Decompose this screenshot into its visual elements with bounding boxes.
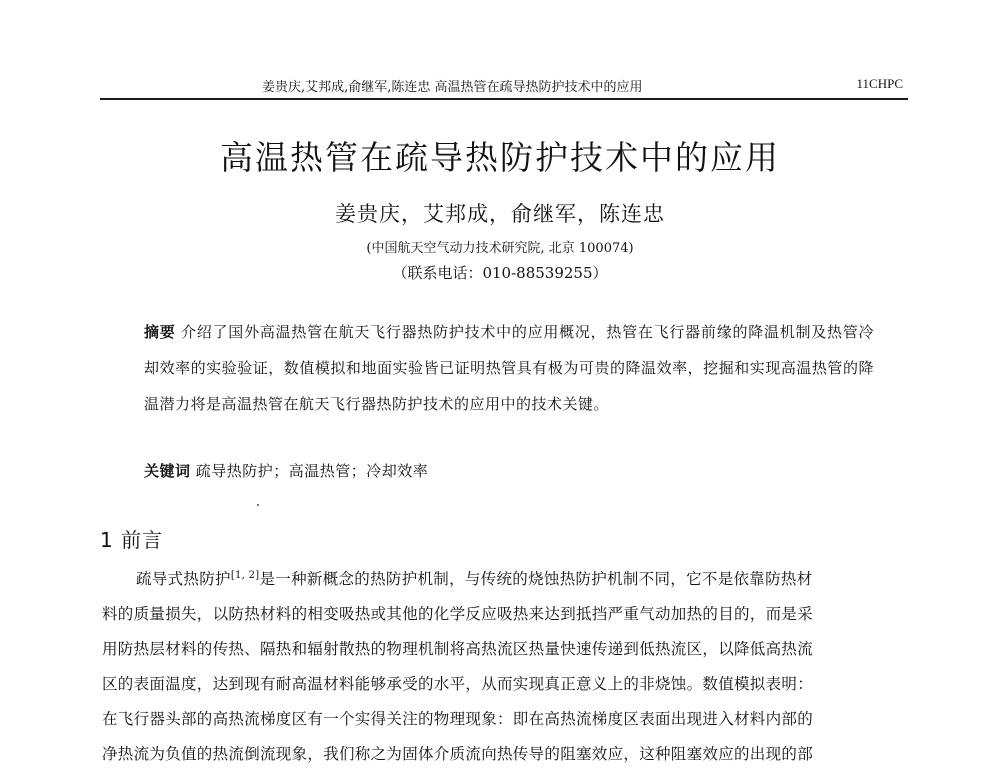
keywords-label: 关键词: [144, 462, 191, 480]
affiliation: (中国航天空气动力技术研究院, 北京 100074): [366, 241, 634, 256]
body-line: [102, 562, 902, 597]
contact-phone: （联系电话：010-88539255）: [392, 264, 608, 282]
keywords: [144, 460, 428, 481]
body-line: 料的质量损失，以防热材料的相变吸热或其他的化学反应吸热来达到抵挡严重气动加热的目的，而是采: [102, 605, 814, 623]
section-heading: 1 前言: [100, 528, 164, 552]
running-head: 姜贵庆,艾邦成,俞继军,陈连忠 高温热管在疏导热防护技术中的应用: [262, 80, 643, 95]
keywords-text: 疏导热防护；高温热管；冷却效率: [195, 462, 429, 480]
abstract: [144, 314, 874, 422]
body-line-rest: 是一种新概念的热防护机制，与传统的烧蚀热防护机制不同，它不是依靠防热材: [259, 570, 813, 588]
journal-code: 11CHPC: [856, 76, 903, 91]
scan-speck: [257, 504, 259, 506]
body-line: 区的表面温度，达到现有耐高温材料能够承受的水平，从而实现真正意义上的非烧蚀。数值模拟表明：: [102, 675, 814, 693]
citation: [1, 2]: [230, 569, 260, 581]
body-line: 净热流为负值的热流倒流现象，我们称之为固体介质流向热传导的阻塞效应，这种阻塞效应的出现的部: [102, 745, 814, 763]
abstract-text: 介绍了国外高温热管在航天飞行器热防护技术中的应用概况，热管在飞行器前缘的降温机制及热管冷却效率的实验验证，数值模拟和地面实验皆已证明热管具有极为可贵的降温效率，挖掘和实现高温热管的降温潜力将是高温热管在航天飞行器热防护技术的应用中的技术关键。: [144, 323, 874, 413]
abstract-label: 摘要: [144, 323, 176, 341]
body-line: 用防热层材料的传热、隔热和辐射散热的物理机制将高热流区热量快速传递到低热流区，以降低高热流: [102, 640, 814, 658]
section-body: [102, 562, 902, 772]
body-line: 在飞行器头部的高热流梯度区有一个实得关注的物理现象：即在高热流梯度区表面出现进入材料内部的: [102, 710, 814, 728]
paper-title: 高温热管在疏导热防护技术中的应用: [220, 138, 780, 177]
author-list: 姜贵庆，艾邦成，俞继军，陈连忠: [335, 202, 665, 226]
body-line-start: 疏导式热防护: [136, 570, 231, 588]
